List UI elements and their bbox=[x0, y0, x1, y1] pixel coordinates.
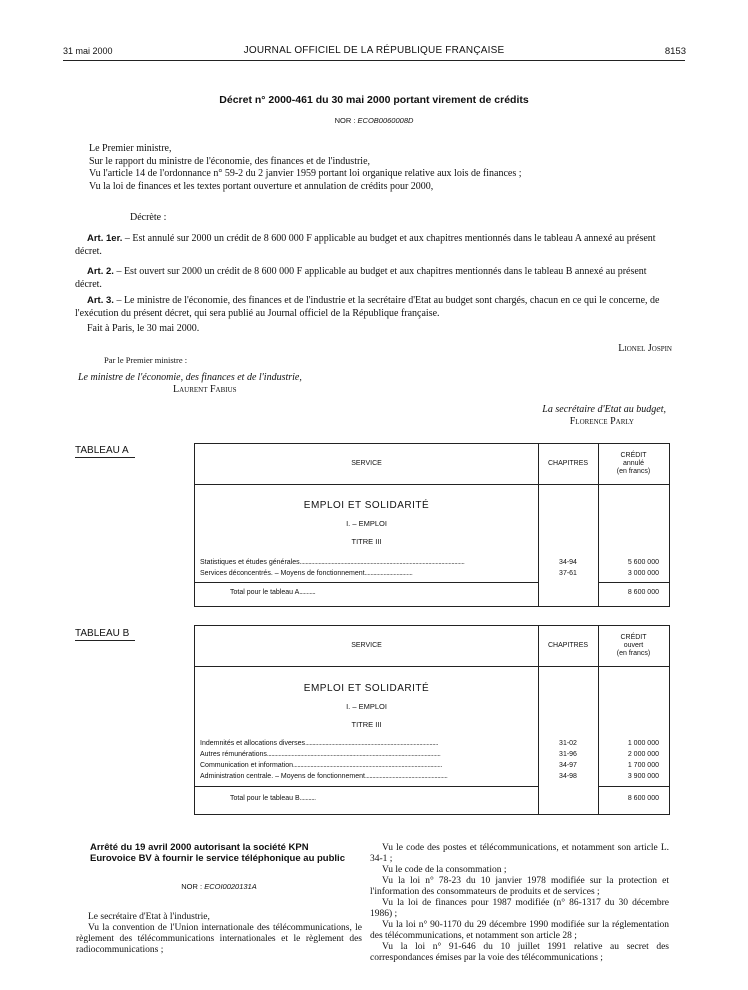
page-number: 8153 bbox=[664, 46, 686, 57]
arrete-line: Vu la loi n° 90-1170 du 29 décembre 1990 modifiée sur la réglementation des télécommunications, et notamment son article 28 ; bbox=[370, 920, 669, 941]
col-credit-line: annulé bbox=[622, 460, 645, 467]
nor-code: ECOB0060008D bbox=[357, 116, 414, 125]
nor-code: ECOI0020131A bbox=[204, 882, 257, 891]
col-service: SERVICE bbox=[351, 460, 382, 467]
section-sub2: TITRE III bbox=[351, 537, 382, 546]
table-row-chapitre: 37-61 bbox=[559, 570, 577, 577]
decree-title: Décret n° 2000-461 du 30 mai 2000 portant virement de crédits bbox=[219, 94, 529, 106]
preamble-line: Le Premier ministre, bbox=[89, 143, 172, 154]
minister-name: Laurent Fabius bbox=[173, 384, 237, 395]
article-text: – Le ministre de l'économie, des finances et de l'industrie et la secrétaire d'Etat au budget sont chargés, chacun en ce qui le concerne, de l'exécution du présent décret, qui sera publié au Journal officiel de la République française. bbox=[75, 295, 660, 319]
arrete-line: Vu la loi n° 91-646 du 10 juillet 1991 relative au secret des correspondances émises par la voie des télécommunications ; bbox=[370, 942, 669, 963]
table-row-chapitre: 31-02 bbox=[559, 740, 577, 747]
nor-label: NOR : bbox=[181, 882, 203, 891]
article-text: – Est annulé sur 2000 un crédit de 8 600 000 F applicable au budget et aux chapitres mentionnés dans le tableau A annexé au présent décret. bbox=[75, 233, 656, 257]
secretary-name: Florence Parly bbox=[569, 416, 634, 427]
nor-label: NOR : bbox=[334, 116, 356, 125]
section-heading: EMPLOI ET SOLIDARITÉ bbox=[303, 500, 430, 511]
tableau-a-label: TABLEAU A bbox=[75, 445, 135, 458]
table-row-label: Autres rémunérations........................................................................................................................ bbox=[200, 751, 441, 758]
table-row-chapitre: 34-94 bbox=[559, 559, 577, 566]
section-sub1: I. – EMPLOI bbox=[346, 519, 387, 528]
total-rule bbox=[195, 582, 538, 583]
arrete-line: Vu le code de la consommation ; bbox=[382, 865, 507, 875]
table-row-montant: 3 000 000 bbox=[627, 570, 659, 577]
table-row-montant: 1 000 000 bbox=[627, 740, 659, 747]
table-row-montant: 5 600 000 bbox=[627, 559, 659, 566]
arrete-title: Arrêté du 19 avril 2000 autorisant la société KPN Eurovoice BV à fournir le service téléphonique au public bbox=[90, 842, 345, 864]
total-label: Total pour le tableau A........... bbox=[230, 589, 316, 596]
article-1 bbox=[75, 233, 673, 258]
article-3 bbox=[75, 295, 673, 320]
tableau-b bbox=[194, 625, 670, 815]
tableau-b-label: TABLEAU B bbox=[75, 628, 135, 641]
article-label: Art. 2. bbox=[87, 266, 114, 277]
secretary-title: La secrétaire d'Etat au budget, bbox=[542, 404, 666, 415]
col-chapitres: CHAPITRES bbox=[547, 642, 589, 649]
done-at: Fait à Paris, le 30 mai 2000. bbox=[87, 323, 200, 334]
by-pm: Par le Premier ministre : bbox=[104, 355, 188, 365]
col-credit bbox=[598, 634, 669, 658]
arrete-line: Vu la loi n° 78-23 du 10 janvier 1978 modifiée sur la protection et l'information des consommateurs de produits et de services ; bbox=[370, 876, 669, 897]
col-credit-line: (en francs) bbox=[616, 650, 651, 657]
preamble-line: Vu l'article 14 de l'ordonnance n° 59-2 du 2 janvier 1959 portant loi organique relative aux lois de finances ; bbox=[89, 168, 522, 179]
col-service: SERVICE bbox=[351, 642, 382, 649]
table-row-chapitre: 34-97 bbox=[559, 762, 577, 769]
preamble-line: Vu la loi de finances et les textes portant ouverture et annulation de crédits pour 2000, bbox=[89, 180, 434, 192]
total-value: 8 600 000 bbox=[627, 589, 659, 596]
article-text: – Est ouvert sur 2000 un crédit de 8 600 000 F applicable au budget et aux chapitres mentionnés dans le tableau B annexé au présent décret. bbox=[75, 266, 647, 290]
arrete-line: Vu la convention de l'Union internationale des télécommunications, le règlement des télécommunications internationales et le règlement des radiocommunications ; bbox=[76, 923, 362, 955]
total-label: Total pour le tableau B........... bbox=[230, 795, 316, 802]
total-rule bbox=[598, 786, 669, 787]
table-row-label: Services déconcentrés. – Moyens de fonctionnement................................. bbox=[200, 570, 413, 577]
table-row-chapitre: 34-98 bbox=[559, 773, 577, 780]
total-rule bbox=[195, 786, 538, 787]
arrete-right-column bbox=[370, 843, 669, 964]
decree-nor bbox=[0, 116, 748, 125]
arrete-line: Vu la loi de finances pour 1987 modifiée (n° 86-1317 du 30 décembre 1986) ; bbox=[370, 898, 669, 919]
signatory-pm: Lionel Jospin bbox=[618, 343, 672, 354]
column-divider bbox=[538, 444, 539, 606]
preamble-line: Sur le rapport du ministre de l'économie, des finances et de l'industrie, bbox=[89, 155, 371, 167]
arrete-nor bbox=[76, 882, 362, 891]
article-label: Art. 3. bbox=[87, 295, 114, 306]
arrete-line: Vu le code des postes et télécommunications, et notamment son article L. 34-1 ; bbox=[370, 843, 669, 864]
header-date: 31 mai 2000 bbox=[63, 46, 113, 56]
col-chapitres: CHAPITRES bbox=[547, 460, 589, 467]
table-row-label: Statistiques et études générales.................................................................................................................. bbox=[200, 559, 465, 566]
arrete-line: Le secrétaire d'Etat à l'industrie, bbox=[88, 912, 210, 922]
tableau-a bbox=[194, 443, 670, 607]
col-credit-line: CRÉDIT bbox=[620, 452, 647, 459]
preamble bbox=[89, 143, 669, 193]
article-2 bbox=[75, 266, 673, 291]
table-row-montant: 1 700 000 bbox=[627, 762, 659, 769]
article-label: Art. 1er. bbox=[87, 233, 123, 244]
decrete: Décrète : bbox=[130, 212, 167, 223]
total-rule bbox=[598, 582, 669, 583]
table-row-montant: 2 000 000 bbox=[627, 751, 659, 758]
section-sub2: TITRE III bbox=[351, 720, 382, 729]
journal-title: JOURNAL OFFICIEL DE LA RÉPUBLIQUE FRANÇAISE bbox=[243, 45, 505, 56]
table-row-label: Administration centrale. – Moyens de fonctionnement......................................................... bbox=[200, 773, 448, 780]
column-divider bbox=[538, 626, 539, 814]
col-credit-line: ouvert bbox=[623, 642, 644, 649]
header-rule bbox=[63, 60, 685, 61]
col-credit-line: (en francs) bbox=[616, 468, 651, 475]
minister-title: Le ministre de l'économie, des finances et de l'industrie, bbox=[78, 372, 302, 383]
total-value: 8 600 000 bbox=[627, 795, 659, 802]
section-sub1: I. – EMPLOI bbox=[346, 702, 387, 711]
table-row-label: Indemnités et allocations diverses............................................................................................ bbox=[200, 740, 438, 747]
col-credit bbox=[598, 452, 669, 476]
col-credit-line: CRÉDIT bbox=[620, 634, 647, 641]
table-row-montant: 3 900 000 bbox=[627, 773, 659, 780]
section-heading: EMPLOI ET SOLIDARITÉ bbox=[303, 683, 430, 694]
table-row-label: Communication et information....................................................................................................... bbox=[200, 762, 442, 769]
table-row-chapitre: 31-96 bbox=[559, 751, 577, 758]
arrete-left-column bbox=[76, 912, 362, 956]
